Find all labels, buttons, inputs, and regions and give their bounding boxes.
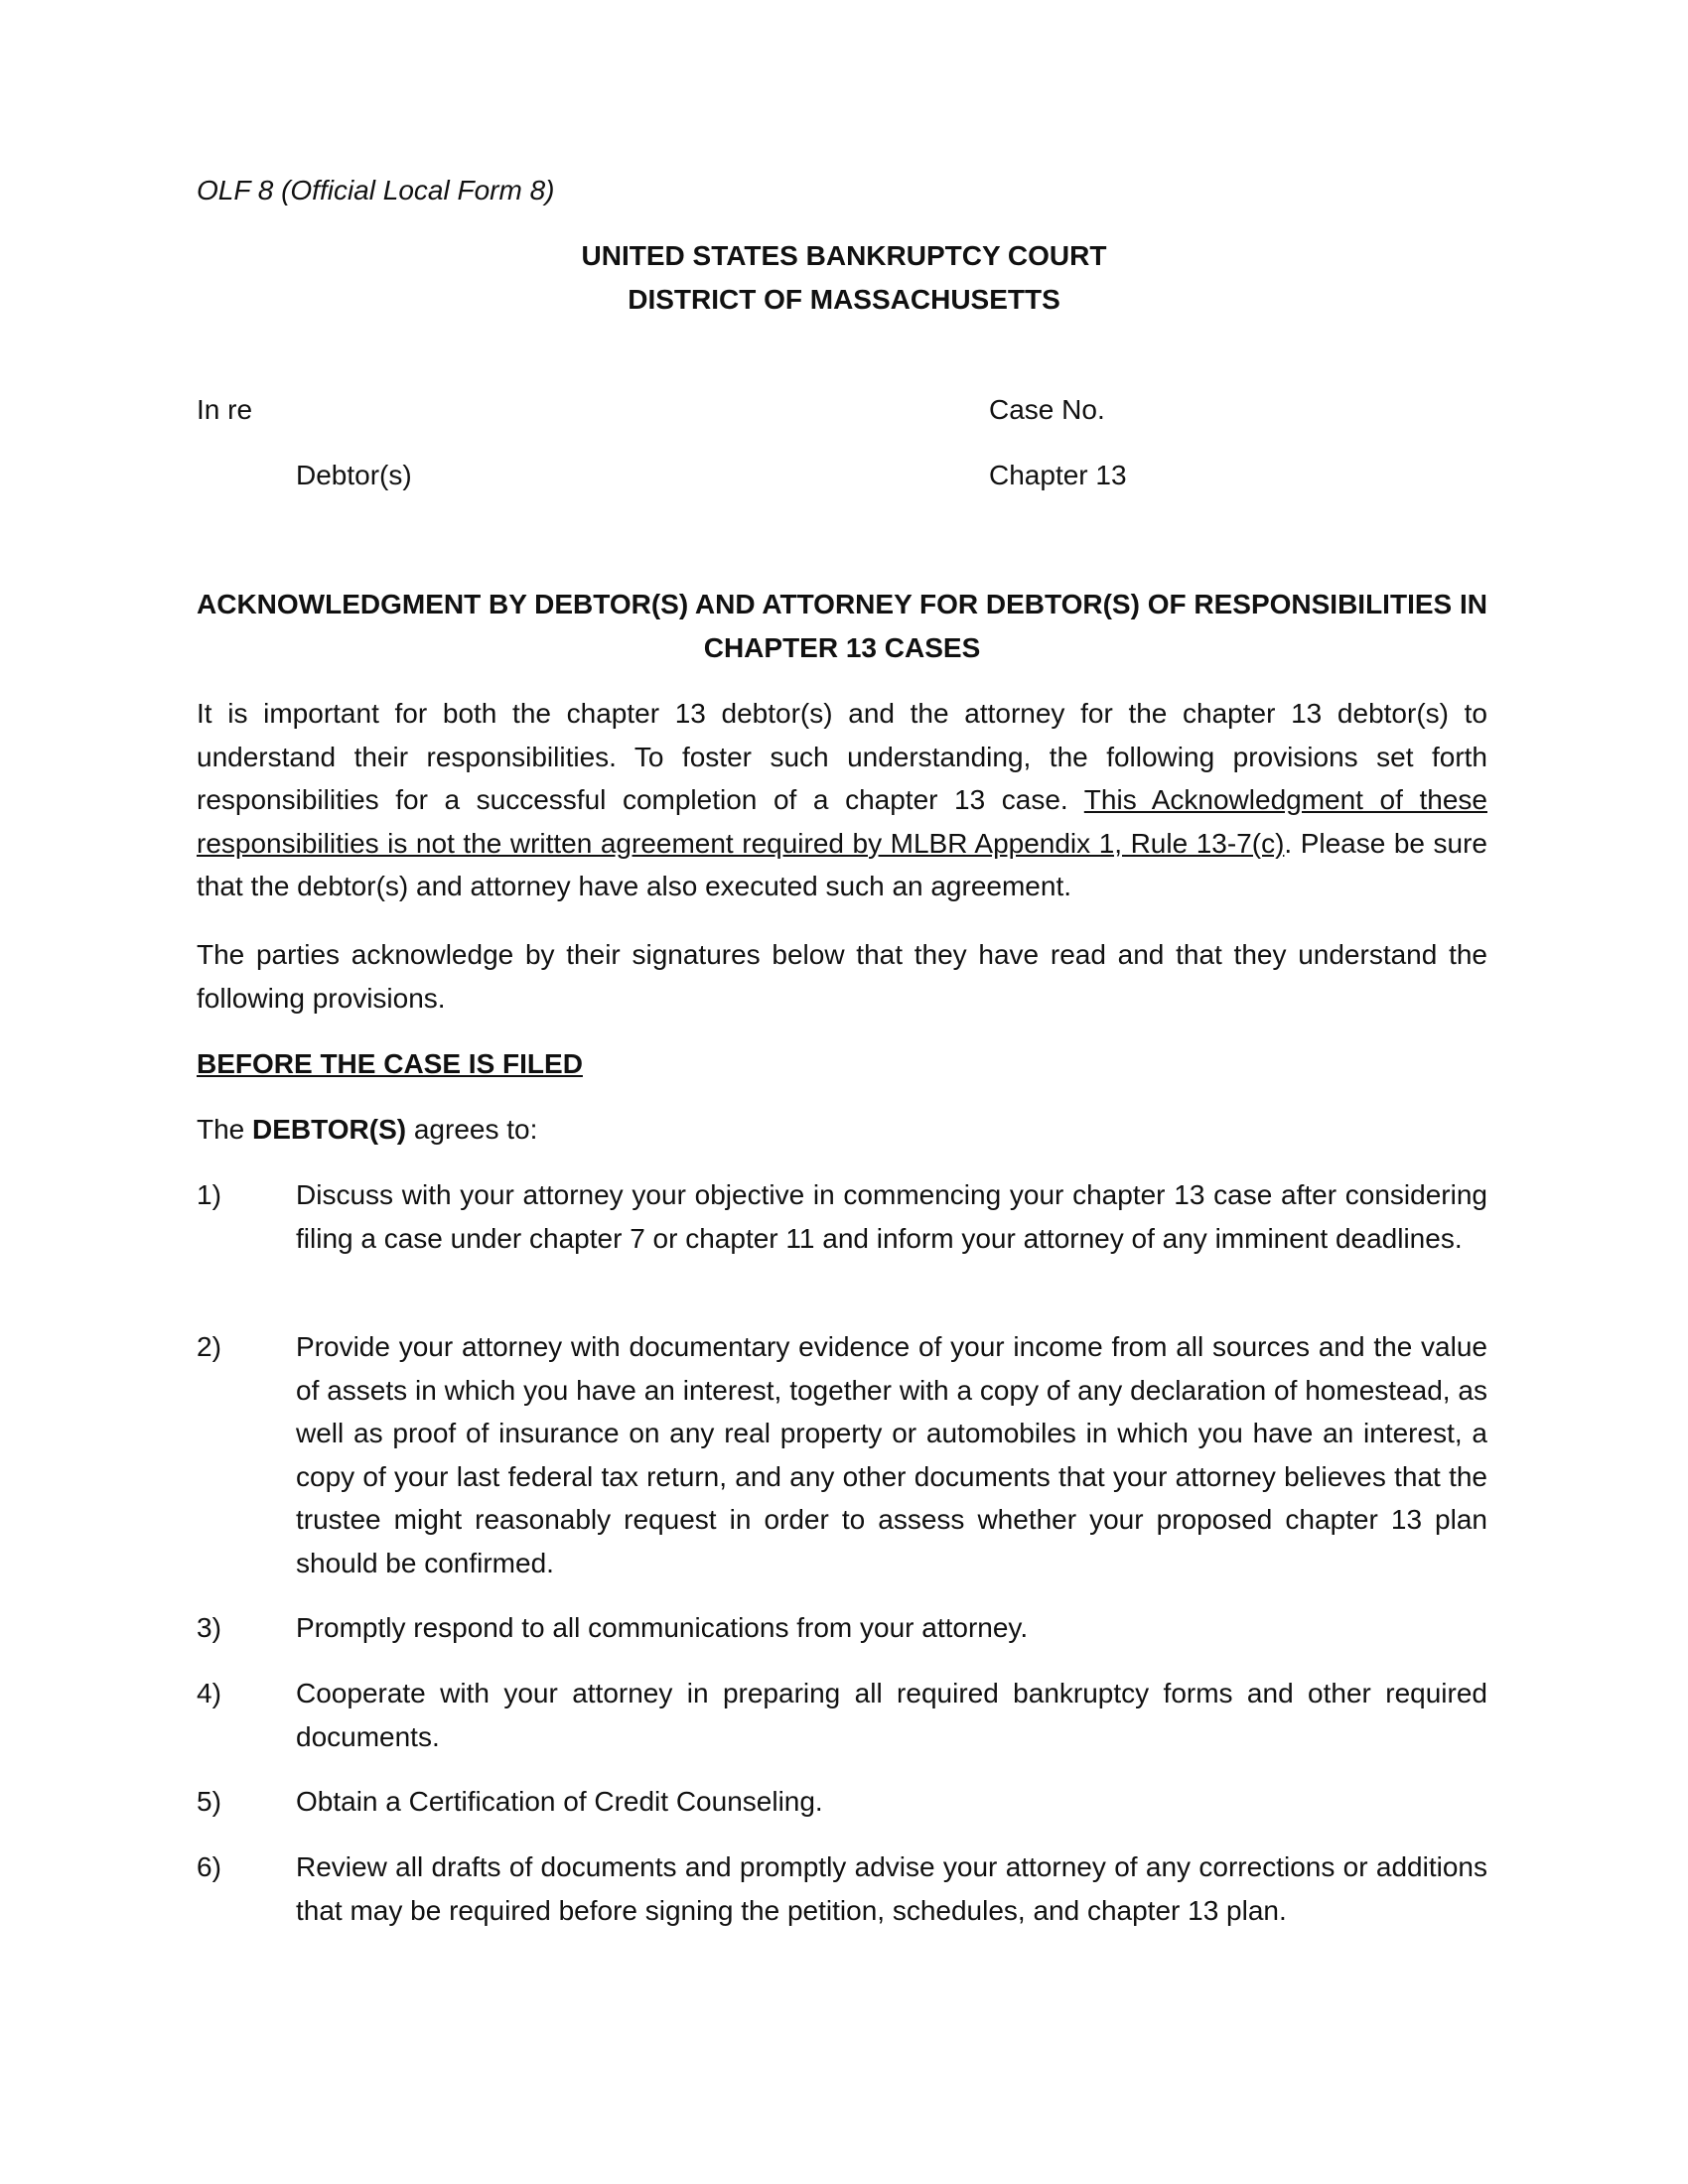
list-item-text: Promptly respond to all communications from your attorney. [296,1612,1029,1643]
list-item-number: 5) [197,1786,221,1817]
title-line-2: CHAPTER 13 CASES [703,631,981,663]
court-header [0,234,1688,321]
court-name: UNITED STATES BANKRUPTCY COURT [581,240,1107,271]
document-title [197,583,1487,669]
list-item-number: 6) [197,1851,221,1882]
intro-paragraph [197,692,1487,908]
list-item-number: 3) [197,1612,221,1643]
list-item-text: Discuss with your attorney your objective in commencing your chapter 13 case after considering filing a case under chapter 7 or chapter 11 and inform your attorney of any imminent deadlines. [296,1179,1487,1254]
section-heading: BEFORE THE CASE IS FILED [197,1048,583,1079]
intro-text-2: . Please be sure that the debtor(s) and attorney have also executed such an agreement. [197,827,1488,901]
form-identifier: OLF 8 (Official Local Form 8) [197,175,555,205]
lead-in-debtors: DEBTOR(S) [252,1114,407,1145]
list-item-text: Provide your attorney with documentary evidence of your income from all sources and the value of assets in which you have an interest, together with a copy of any declaration of homestead, as well as proof of insurance on any real property or automobiles in which you have an interest, a copy of your last federal tax return, and any other documents that your attorney believes that the trustee might reasonably request in order to assess whether your proposed chapter 13 plan should be confirmed. [296,1331,1487,1578]
list-item-number: 2) [197,1331,221,1362]
intro-text-1: It is important for both the chapter 13 debtor(s) and the attorney for the chapter 13 debtor(s) to understand their responsibilities. To foster such understanding, the following provisions set forth responsibilities for a successful completion of a chapter 13 case. [197,698,1487,815]
list-item-text: Review all drafts of documents and promptly advise your attorney of any corrections or additions that may be required before signing the petition, schedules, and chapter 13 plan. [296,1851,1487,1926]
list-item-number: 1) [197,1179,221,1210]
caption-debtors: Debtor(s) [296,460,412,490]
list-item-text: Obtain a Certification of Credit Counseling. [296,1786,823,1817]
list-item-text: Cooperate with your attorney in preparing all required bankruptcy forms and other required documents. [296,1678,1487,1752]
list-item-number: 4) [197,1678,221,1708]
court-district: DISTRICT OF MASSACHUSETTS [628,283,1060,315]
lead-in-post: agrees to: [406,1114,538,1145]
intro-underlined-notice: This Acknowledgment of these responsibilities is not the written agreement required by MLBR Appendix 1, Rule 13-7(c) [197,784,1487,859]
acknowledge-paragraph: The parties acknowledge by their signatures below that they have read and that they understand the following provisions. [197,939,1487,1014]
caption-in-re: In re [197,394,253,425]
debtor-lead-in [197,1108,537,1152]
caption-chapter: Chapter 13 [989,460,1127,490]
lead-in-pre: The [197,1114,253,1145]
title-line-1: ACKNOWLEDGMENT BY DEBTOR(S) AND ATTORNEY FOR DEBTOR(S) OF RESPONSIBILITIES IN [197,589,1487,619]
caption-case-no: Case No. [989,394,1105,425]
